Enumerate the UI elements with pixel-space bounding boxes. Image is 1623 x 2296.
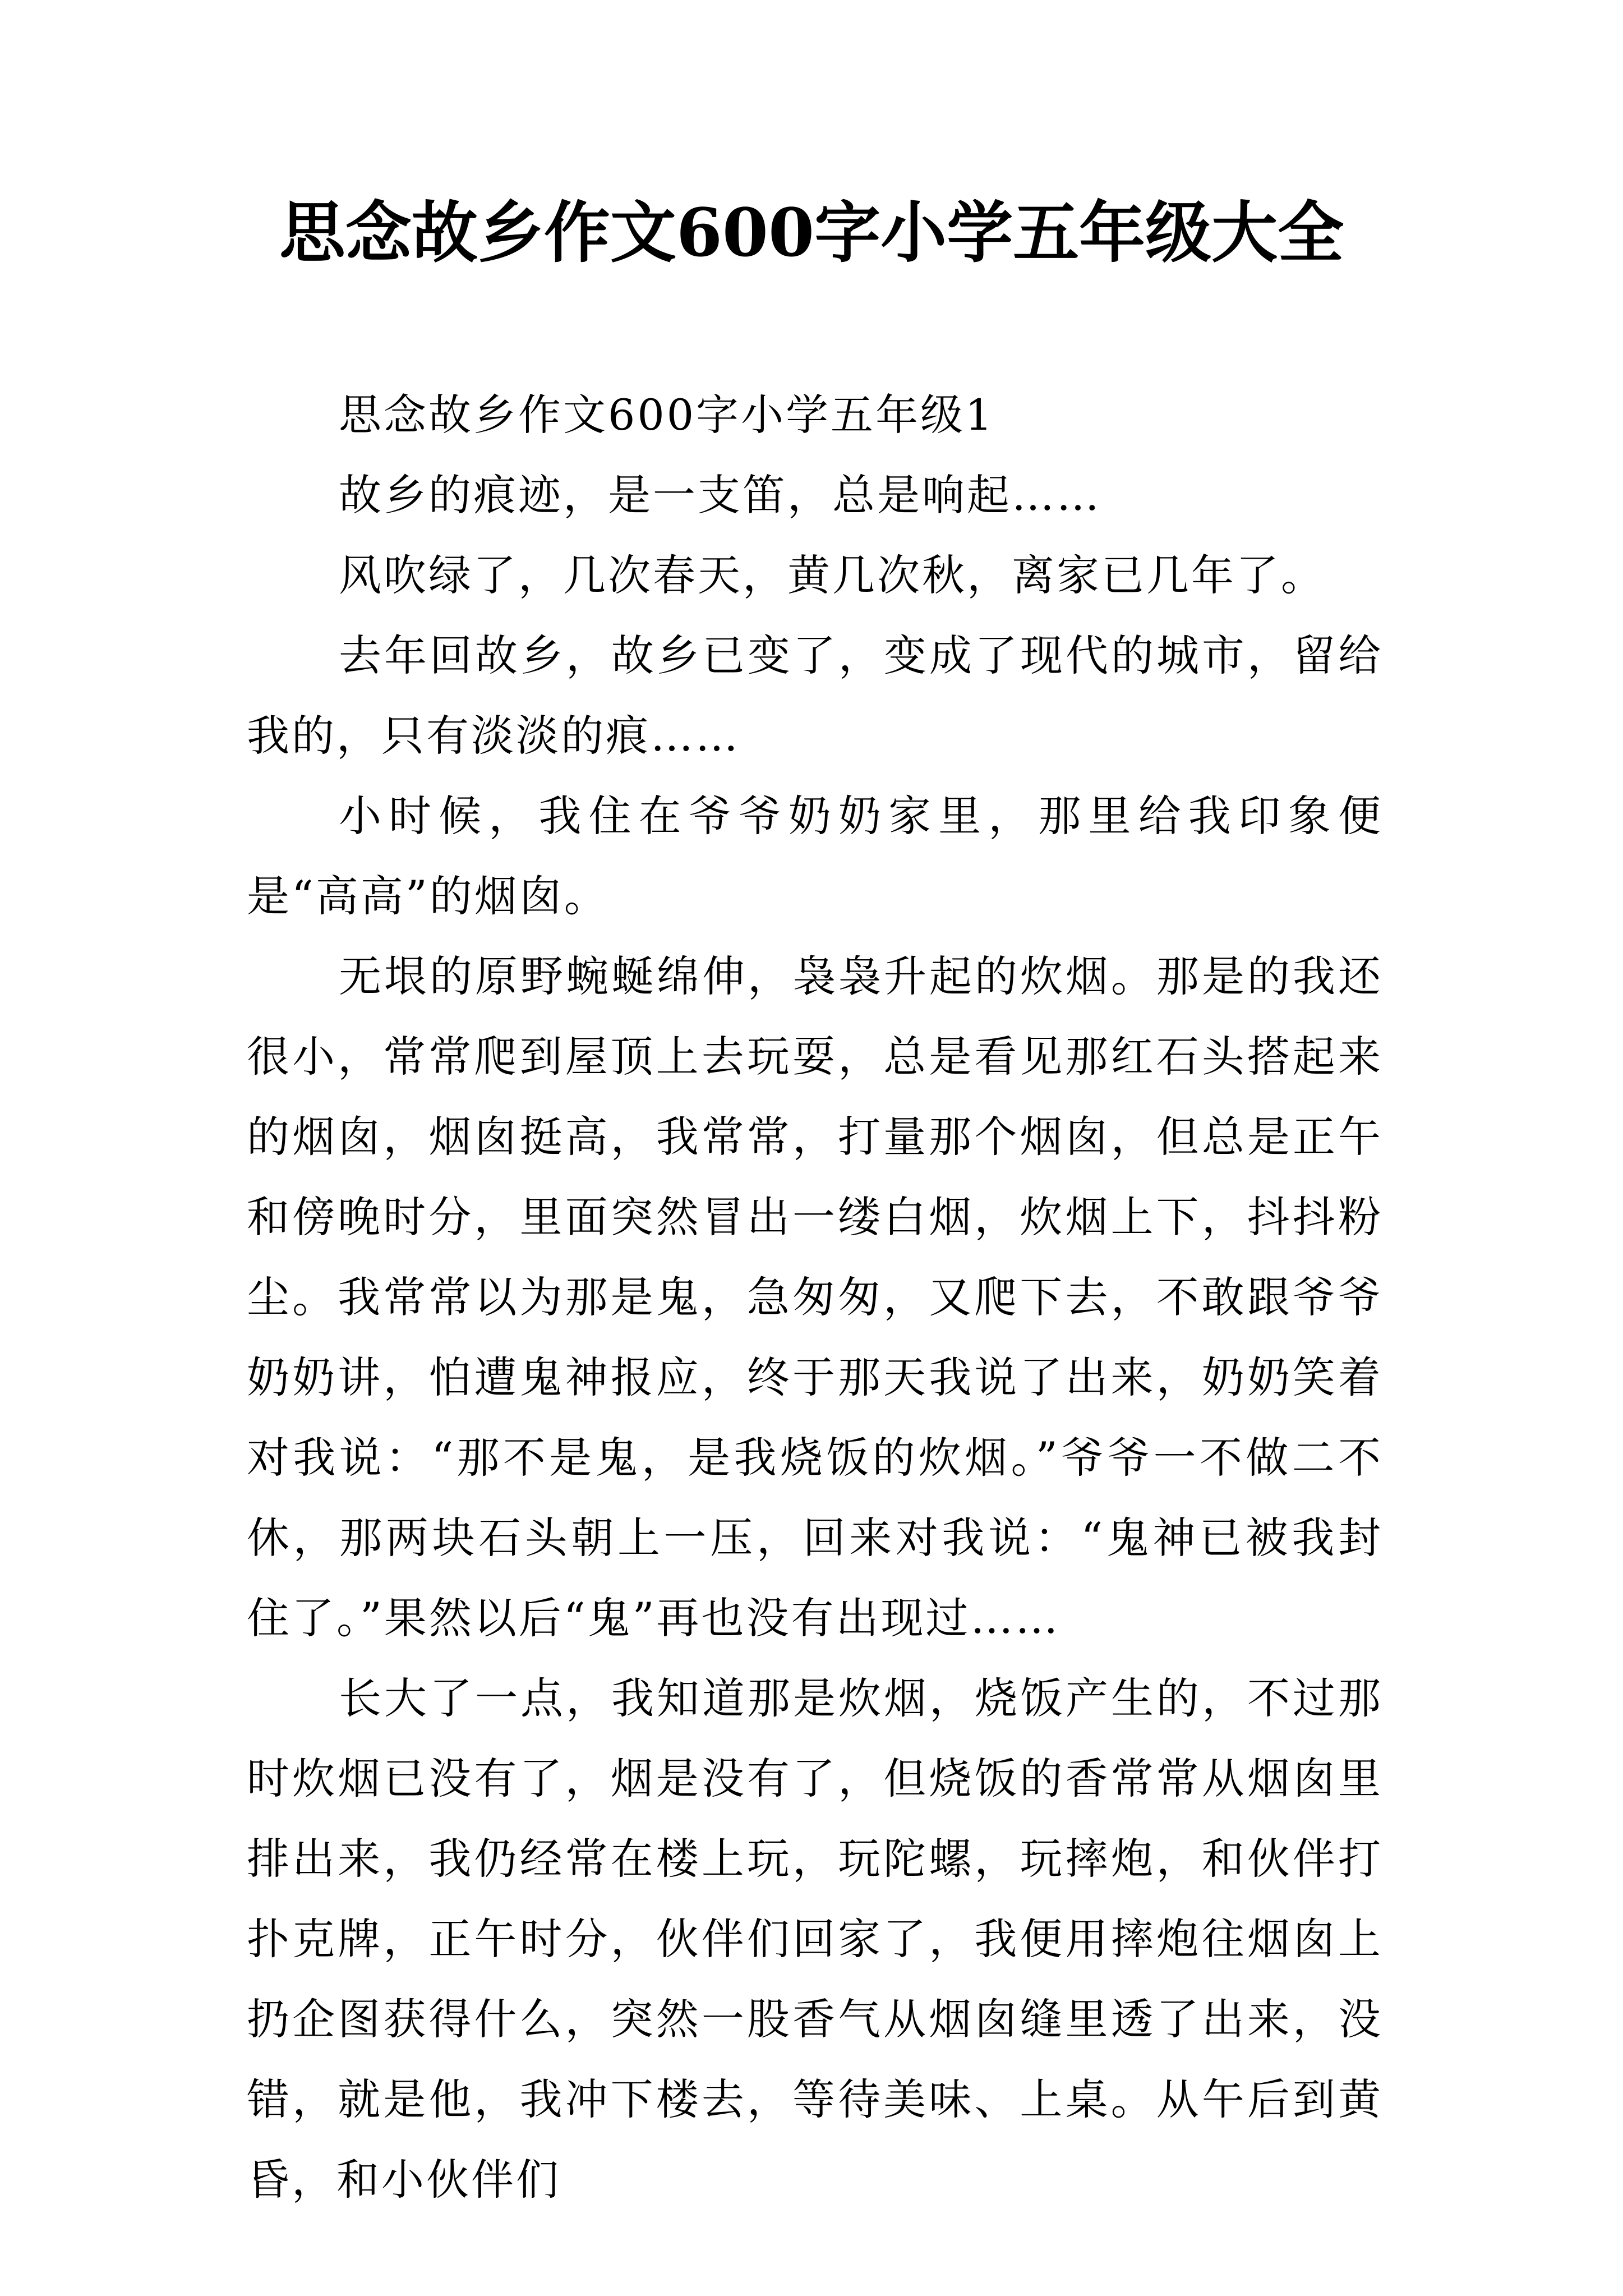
document-title: 思念故乡作文600字小学五年级大全: [279, 194, 1344, 272]
paragraph: 风吹绿了，几次春天，黄几次秋，离家已几年了。: [339, 550, 1326, 600]
paragraph: 长大了一点，我知道那是炊烟，烧饭产生的，不过那时炊烟已没有了，烟是没有了，但烧饭的香常常从烟囱里排出来，我仍经常在楼上玩，玩陀螺，玩摔炮，和伙伴打扑克牌，正午时分，伙伴们回家了，我便用摔炮往烟囱上扔企图获得什么，突然一股香气从烟囱缝里透了出来，没错，就是他，我冲下楼去，等待美味、上桌。从午后到黄昏，和小伙伴们: [247, 1673, 1383, 2205]
paragraph: 无垠的原野蜿蜒绵伸，袅袅升起的炊烟。那是的我还很小，常常爬到屋顶上去玩耍，总是看见那红石头搭起来的烟囱，烟囱挺高，我常常，打量那个烟囱，但总是正午和傍晚时分，里面突然冒出一缕白烟，炊烟上下，抖抖粉尘。我常常以为那是鬼，急匆匆，又爬下去，不敢跟爷爷奶奶讲，怕遭鬼神报应，终于那天我说了出来，奶奶笑着对我说：“那不是鬼，是我烧饭的炊烟。”爷爷一不做二不休，那两块石头朝上一压，回来对我说：“鬼神已被我封住了。”果然以后“鬼”再也没有出现过……: [247, 951, 1383, 1643]
paragraph: 去年回故乡，故乡已变了，变成了现代的城市，留给我的，只有淡淡的痕……: [247, 631, 1383, 761]
paragraph: 小时候，我住在爷爷奶奶家里，那里给我印象便是“高高”的烟囱。: [247, 791, 1383, 921]
paragraph: 故乡的痕迹，是一支笛，总是响起……: [339, 470, 1101, 520]
paragraph-heading: 思念故乡作文600字小学五年级1: [339, 390, 995, 440]
document-body: [247, 375, 1383, 2220]
